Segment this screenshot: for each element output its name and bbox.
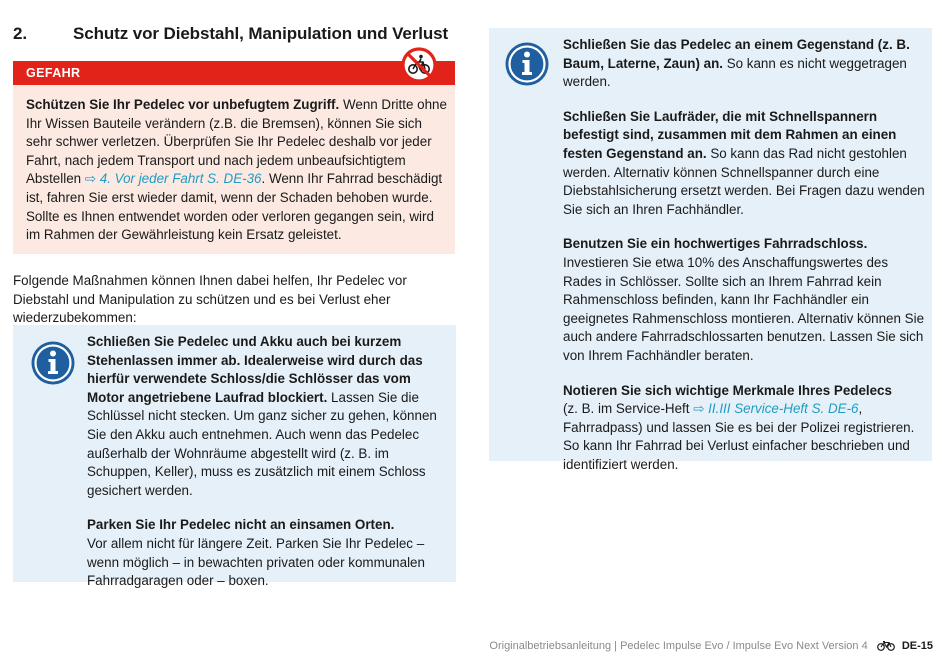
info-box-right (489, 28, 932, 472)
info-box-left (13, 325, 456, 589)
danger-warning-box (13, 61, 455, 254)
info-text: Lassen Sie die Schlüssel nicht stecken. Um ganz sicher zu gehen, können Sie den Akku auch entnehmen. Auch wenn das Pedelec außerhalb der Wohnräume abgestellt wird (z. B. im Schuppen, Keller), muss es zusätzlich mit einem Schloss gesichert werden. (87, 389, 437, 498)
info-content-right (563, 36, 925, 474)
section-title: Schutz vor Diebstahl, Manipulation und Verlust (73, 24, 449, 43)
info-bold: Schließen Sie Pedelec und Akku auch bei kurzem Stehenlassen immer ab. Idealerweise wird durch das hierfür verwendete Schloss/die Schlösser das vom Motor angetriebene Laufrad blockiert. (87, 334, 423, 405)
info-text: Vor allem nicht für längere Zeit. Parken Sie Ihr Pedelec – wenn möglich – in bewachten privaten oder kommunalen Fahrradgaragen oder – boxen. (87, 535, 425, 589)
info-bold: Notieren Sie sich wichtige Merkmale Ihres Pedelecs (563, 382, 892, 398)
danger-text-part1: Wenn Dritte ohne Ihr Wissen Bauteile verändern (z.B. die Bremsen), können Sie sich sehr schwer verletzen. Überprüfen Sie Ihr Pedelec deshalb vor jeder Fahrt, nach jedem Transport und nach jedem unbeaufsichtigtem Abstellen (26, 97, 447, 187)
danger-label: GEFAHR (26, 66, 81, 80)
info-content-left (87, 333, 447, 591)
danger-text-part2: . Wenn Ihr Fahrrad beschädigt ist, fahren Sie erst wieder damit, wenn der Schaden behoben wurde. Sollte es Ihnen entwendet worden oder verloren gegangen sein, wird im Rahmen der Gewährleistung kein Ersatz geleistet. (26, 171, 443, 243)
info-bold: Benutzen Sie ein hochwertiges Fahrradschloss. (563, 236, 868, 252)
page-number: DE-15 (901, 640, 933, 652)
page-footer (489, 640, 933, 652)
info-icon (30, 340, 76, 386)
info-text: So kann das Rad nicht gestohlen werden. Alternativ können Schnellspanner durch eine Diebstahlsicherung ersetzt werden. Bei Fragen dazu wenden Sie sich an Ihren Fachhändler. (563, 145, 925, 217)
info-icon (504, 41, 550, 87)
info-bold: Schließen Sie Laufräder, die mit Schnellspannern befestigt sind, zusammen mit dem Rahmen an einen festen Gegenstand an. (563, 108, 897, 161)
danger-bold: Schützen Sie Ihr Pedelec vor unbefugtem Zugriff. (26, 97, 340, 112)
danger-text (26, 96, 451, 245)
info-text: So kann es nicht weggetragen werden. (563, 55, 907, 90)
info-paragraph (87, 516, 447, 590)
info-bold: Schließen Sie das Pedelec an einem Gegenstand (z. B. Baum, Laterne, Zaun) an. (563, 37, 910, 71)
section-number: 2. (13, 24, 27, 43)
info-text: (z. B. im Service-Heft (563, 401, 694, 417)
info-text: Investieren Sie etwa 10% des Anschaffungswertes des Rades in Schlösser. Sollte sich an Ihrem Fahrrad kein Rahmenschloss befinden, kann Ihr Fachhändler ein geeignetes Rahmenschloss montieren. Alternativ können Sie auch andere Fahrradschlossarten benutzen. Lassen Sie sich von Ihrem Fachhändler beraten. (563, 254, 925, 363)
info-paragraph (87, 333, 447, 500)
footer-text: Originalbetriebsanleitung | Pedelec Impulse Evo / Impulse Evo Next Version 4 (489, 640, 868, 652)
bicycle-icon (877, 640, 895, 651)
service-heft-link[interactable]: ⇨ II.III Service-Heft S. DE-6 (693, 401, 859, 417)
info-paragraph (563, 108, 925, 220)
danger-header-bar (13, 61, 455, 85)
info-paragraph (563, 36, 925, 92)
info-text: , Fahrradpass) und lassen Sie es bei der Polizei registrieren. So kann Ihr Fahrrad bei Verlust einfacher beschrieben und identifiziert werden. (563, 401, 915, 472)
info-paragraph (563, 235, 925, 365)
info-paragraph (563, 382, 925, 475)
no-bike-prohibition-icon (401, 47, 437, 83)
info-bold: Parken Sie Ihr Pedelec nicht an einsamen Orten. (87, 517, 395, 533)
intro-paragraph: Folgende Maßnahmen können Ihnen dabei helfen, Ihr Pedelec vor Diebstahl und Manipulation zu schützen und es bei Verlust eher wiederzubekommen: (13, 273, 407, 326)
danger-link[interactable]: ⇨ 4. Vor jeder Fahrt S. DE-36 (84, 171, 262, 187)
